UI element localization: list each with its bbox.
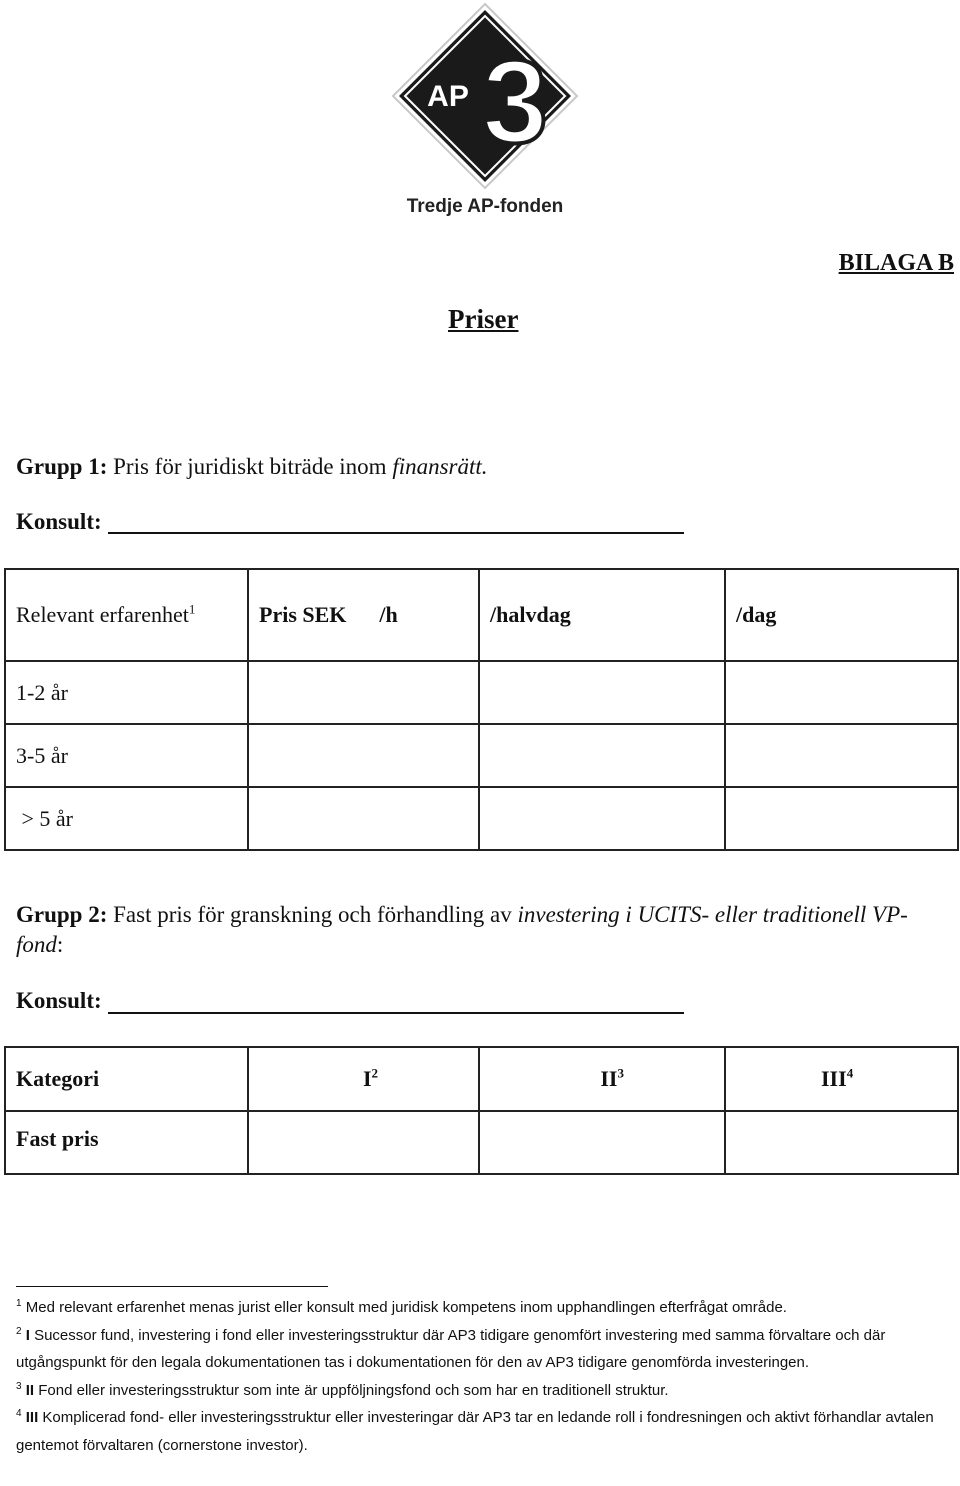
price-half-day-cell[interactable] <box>479 724 725 787</box>
price-day-cell[interactable] <box>725 787 958 850</box>
group2-label: Grupp 2: <box>16 902 108 927</box>
header-category-iii: III$^4$ <box>725 1047 958 1111</box>
fixed-price-cell-i[interactable] <box>248 1111 479 1174</box>
price-hour-cell[interactable] <box>248 724 479 787</box>
group2-colon: : <box>56 932 64 957</box>
table-row <box>5 787 958 850</box>
footnote: $^3$ II Fond eller investeringsstruktur som inte är uppföljningsfond och som har en traditionell struktur. <box>16 1380 669 1399</box>
price-day-cell[interactable] <box>725 724 958 787</box>
group2-italic: investering i UCITS- eller traditionell VP-fond <box>16 902 908 957</box>
group2-heading <box>16 900 946 960</box>
group1-konsult-field[interactable] <box>108 532 684 534</box>
footnote: $^2$ I Sucessor fund, investering i fond eller investeringsstruktur där AP3 tidigare genomfört investering med samma förvaltare och där utgångspunkt för den legala dokumentationen tas i dokumentationen för den av AP3 tidigare genomförda investeringen. <box>16 1325 886 1371</box>
group1-heading <box>16 452 946 482</box>
ap3-logo <box>390 2 580 222</box>
footnote-divider <box>16 1286 328 1287</box>
group2-konsult-field[interactable] <box>108 1012 684 1014</box>
table-header-row <box>5 569 958 661</box>
row-label: 3-5 år <box>5 724 248 787</box>
logo-mark-text: AP <box>427 80 469 113</box>
footnote: $^1$ Med relevant erfarenhet menas jurist eller konsult med juridisk kompetens inom upphandlingen efterfrågat område. <box>16 1298 787 1316</box>
price-day-cell[interactable] <box>725 661 958 724</box>
header-category-ii: $II^3$ <box>479 1047 725 1111</box>
price-hour-cell[interactable] <box>248 661 479 724</box>
group2-category-table <box>4 1046 959 1175</box>
fixed-price-cell-iii[interactable] <box>725 1111 958 1174</box>
header-category: Kategori <box>5 1047 248 1111</box>
logo-caption: Tredje AP-fonden <box>406 196 564 217</box>
footnote: $^4$ III Komplicerad fond- eller investeringsstruktur eller investeringar där AP3 tar en ledande roll i fondresningen och aktivt förhandlar avtalen gentemot förvaltaren (cornerstone investor). <box>16 1408 934 1454</box>
row-label: 1-2 år <box>5 661 248 724</box>
footnotes <box>16 1294 956 1459</box>
price-half-day-cell[interactable] <box>479 787 725 850</box>
appendix-label: BILAGA B <box>838 250 954 276</box>
fixed-price-cell-ii[interactable] <box>479 1111 725 1174</box>
header-price-hour: Pris SEK /h <box>248 569 479 661</box>
price-hour-cell[interactable] <box>248 787 479 850</box>
table-row <box>5 661 958 724</box>
row-label: Fast pris <box>5 1111 248 1174</box>
header-category-i: $I^2$ <box>248 1047 479 1111</box>
table-row <box>5 724 958 787</box>
table-header-row <box>5 1047 958 1111</box>
logo-number: 3 <box>482 36 548 168</box>
header-half-day: /halvdag <box>479 569 725 661</box>
header-relevant-experience: Relevant erfarenhet$^1$ <box>5 569 248 661</box>
group1-price-table <box>4 568 959 851</box>
group1-text: Pris för juridiskt biträde inom <box>107 454 393 479</box>
group2-konsult-label: Konsult: <box>16 988 102 1013</box>
group1-label: Grupp 1: <box>16 454 108 479</box>
group2-text: Fast pris för granskning och förhandling av <box>107 902 518 927</box>
header-day: /dag <box>725 569 958 661</box>
group1-italic: finansrätt. <box>392 454 488 479</box>
table-row <box>5 1111 958 1174</box>
group1-konsult-label: Konsult: <box>16 509 102 534</box>
row-label: > 5 år <box>5 787 248 850</box>
price-half-day-cell[interactable] <box>479 661 725 724</box>
page-title: Priser <box>448 304 519 334</box>
